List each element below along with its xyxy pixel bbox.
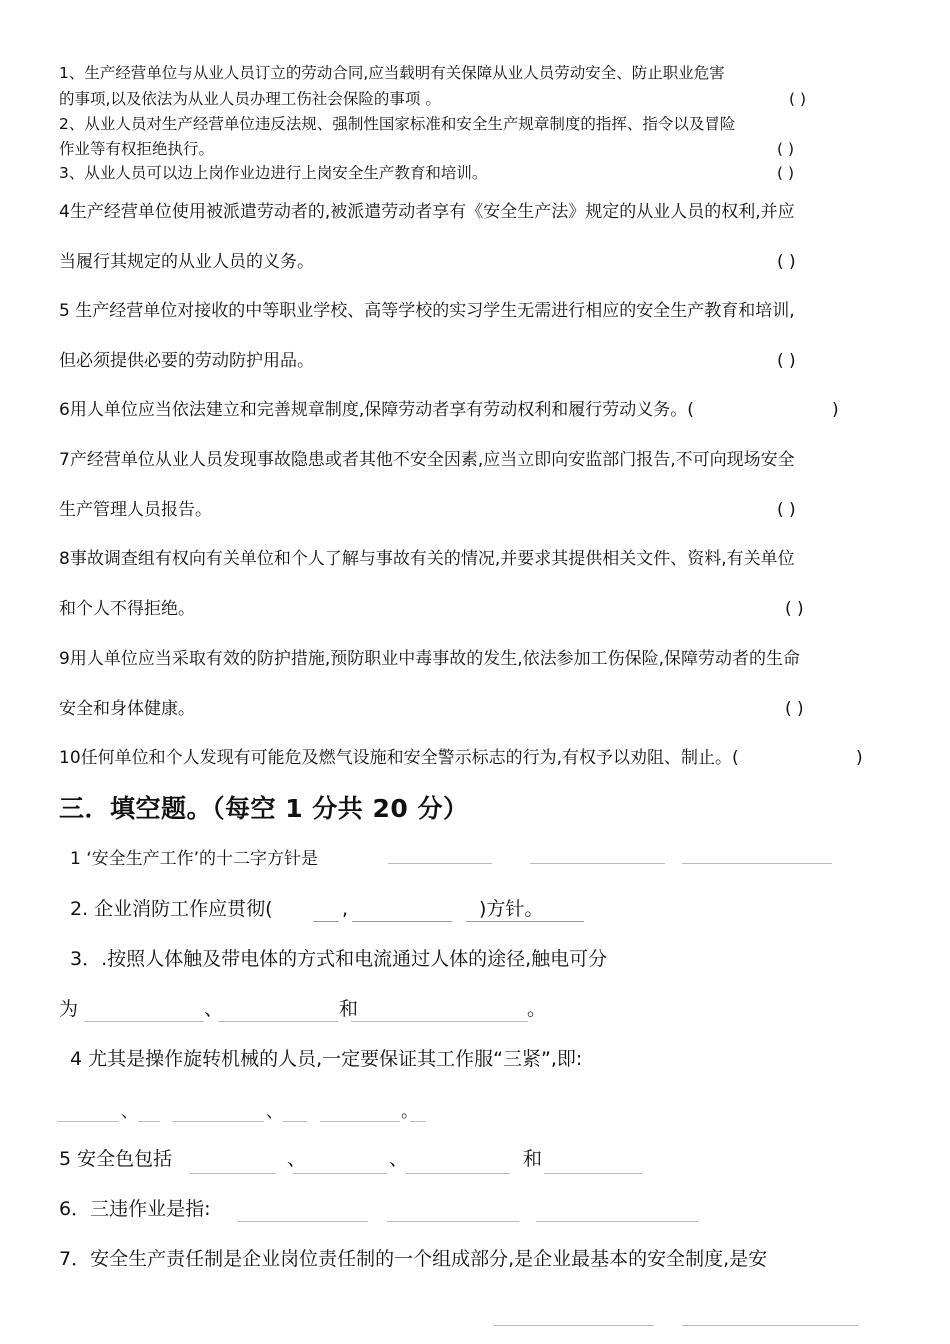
fill-question-3-line-2: 为: [59, 998, 79, 1020]
answer-blank[interactable]: [138, 1121, 160, 1122]
fill-end: 。: [527, 998, 547, 1020]
question-8-line-1: 8事故调查组有权向有关单位和个人了解与事故有关的情况,并要求其提供相关文件、资料,有关单位: [59, 549, 795, 569]
question-7-line-1: 7产经营单位从业人员发现事故隐患或者其他不安全因素,应当立即向安监部门报告,不可向现场安全: [59, 450, 795, 470]
answer-blank[interactable]: [352, 921, 452, 922]
answer-blank[interactable]: [57, 1121, 119, 1122]
separator: 、: [204, 998, 224, 1020]
separator: 、: [389, 1148, 409, 1170]
separator: 和: [339, 998, 359, 1020]
question-2-line-1: 2、从业人员对生产经营单位违反法规、强制性国家标准和安全生产规章制度的指挥、指令以及冒险: [59, 115, 736, 133]
answer-bracket: ( ): [777, 164, 795, 182]
answer-blank[interactable]: [238, 1221, 368, 1222]
question-4-line-2: 当履行其规定的从业人员的义务。: [59, 252, 314, 272]
answer-bracket: ( ): [785, 699, 804, 719]
answer-blank[interactable]: [410, 1121, 426, 1122]
question-4-line-1: 4生产经营单位使用被派遣劳动者的,被派遣劳动者享有《安全生产法》规定的从业人员的权利,并应: [59, 202, 795, 222]
question-1-line-2: 的事项,以及依法为从业人员办理工伤社会保险的事项 。: [59, 90, 441, 108]
answer-blank[interactable]: [536, 1221, 698, 1222]
answer-blank[interactable]: [544, 1173, 642, 1174]
answer-blank[interactable]: [466, 921, 584, 922]
answer-bracket: ( ): [777, 140, 795, 158]
answer-blank[interactable]: [190, 1173, 276, 1174]
answer-blank[interactable]: [388, 863, 492, 864]
answer-blank[interactable]: [406, 1173, 510, 1174]
question-10: 10任何单位和个人发现有可能危及燃气设施和安全警示标志的行为,有权予以劝阻、制止。(: [59, 748, 739, 768]
answer-blank[interactable]: [682, 1325, 858, 1326]
question-5-line-2: 但必须提供必要的劳动防护用品。: [59, 351, 314, 371]
answer-blank[interactable]: [320, 1121, 400, 1122]
answer-blank[interactable]: [494, 1325, 654, 1326]
answer-blank[interactable]: [84, 1021, 204, 1022]
question-9-line-1: 9用人单位应当采取有效的防护措施,预防职业中毒事故的发生,依法参加工伤保险,保障劳动者的生命: [59, 649, 801, 669]
answer-blank[interactable]: [218, 1021, 338, 1022]
section-title: 三．填空题。（每空 1 分共 20 分）: [59, 794, 469, 823]
question-2-line-2: 作业等有权拒绝执行。: [59, 140, 215, 158]
answer-bracket-close: ): [856, 748, 863, 768]
answer-bracket-close: ): [832, 400, 839, 420]
question-5-line-1: 5 生产经营单位对接收的中等职业学校、高等学校的实习学生无需进行相应的安全生产教育和培训,: [59, 301, 795, 321]
fill-question-7: 7．安全生产责任制是企业岗位责任制的一个组成部分,是企业最基本的安全制度,是安: [59, 1248, 768, 1270]
answer-bracket: ( ): [777, 252, 796, 272]
question-7-line-2: 生产管理人员报告。: [59, 500, 212, 520]
answer-blank[interactable]: [530, 863, 665, 864]
answer-blank[interactable]: [387, 1221, 519, 1222]
answer-blank[interactable]: [172, 1121, 264, 1122]
answer-bracket: ( ): [777, 351, 796, 371]
fill-question-6: 6．三违作业是指:: [59, 1198, 211, 1220]
fill-question-2: 2. 企业消防工作应贯彻(: [70, 898, 273, 920]
fill-question-2-end: )方针。: [479, 898, 544, 920]
question-1-line-1: 1、生产经营单位与从业人员订立的劳动合同,应当载明有关保障从业人员劳动安全、防止职业危害: [59, 64, 725, 82]
fill-end: 。: [401, 1102, 418, 1122]
answer-blank[interactable]: [283, 1121, 307, 1122]
comma: ,: [342, 898, 349, 920]
fill-question-4: 4 尤其是操作旋转机械的人员,一定要保证其工作服“三紧”,即:: [70, 1048, 583, 1070]
answer-bracket: ( ): [777, 500, 796, 520]
answer-blank[interactable]: [682, 863, 832, 864]
separator: 和: [523, 1148, 543, 1170]
separator: 、: [266, 1102, 283, 1122]
question-3: 3、从业人员可以边上岗作业边进行上岗安全生产教育和培训。: [59, 164, 488, 182]
fill-question-5: 5 安全色包括: [59, 1148, 173, 1170]
fill-question-3-line-1: 3．.按照人体触及带电体的方式和电流通过人体的途径,触电可分: [70, 948, 608, 970]
answer-bracket: ( ): [789, 90, 807, 108]
fill-question-1: 1 ‘安全生产工作’的十二字方针是: [70, 849, 319, 869]
answer-blank[interactable]: [313, 921, 339, 922]
answer-blank[interactable]: [351, 1021, 528, 1022]
question-9-line-2: 安全和身体健康。: [59, 699, 195, 719]
separator: 、: [287, 1148, 307, 1170]
question-8-line-2: 和个人不得拒绝。: [59, 599, 195, 619]
question-6: 6用人单位应当依法建立和完善规章制度,保障劳动者享有劳动权利和履行劳动义务。(: [59, 400, 694, 420]
answer-blank[interactable]: [293, 1173, 387, 1174]
answer-bracket: ( ): [785, 599, 804, 619]
separator: 、: [121, 1102, 138, 1122]
